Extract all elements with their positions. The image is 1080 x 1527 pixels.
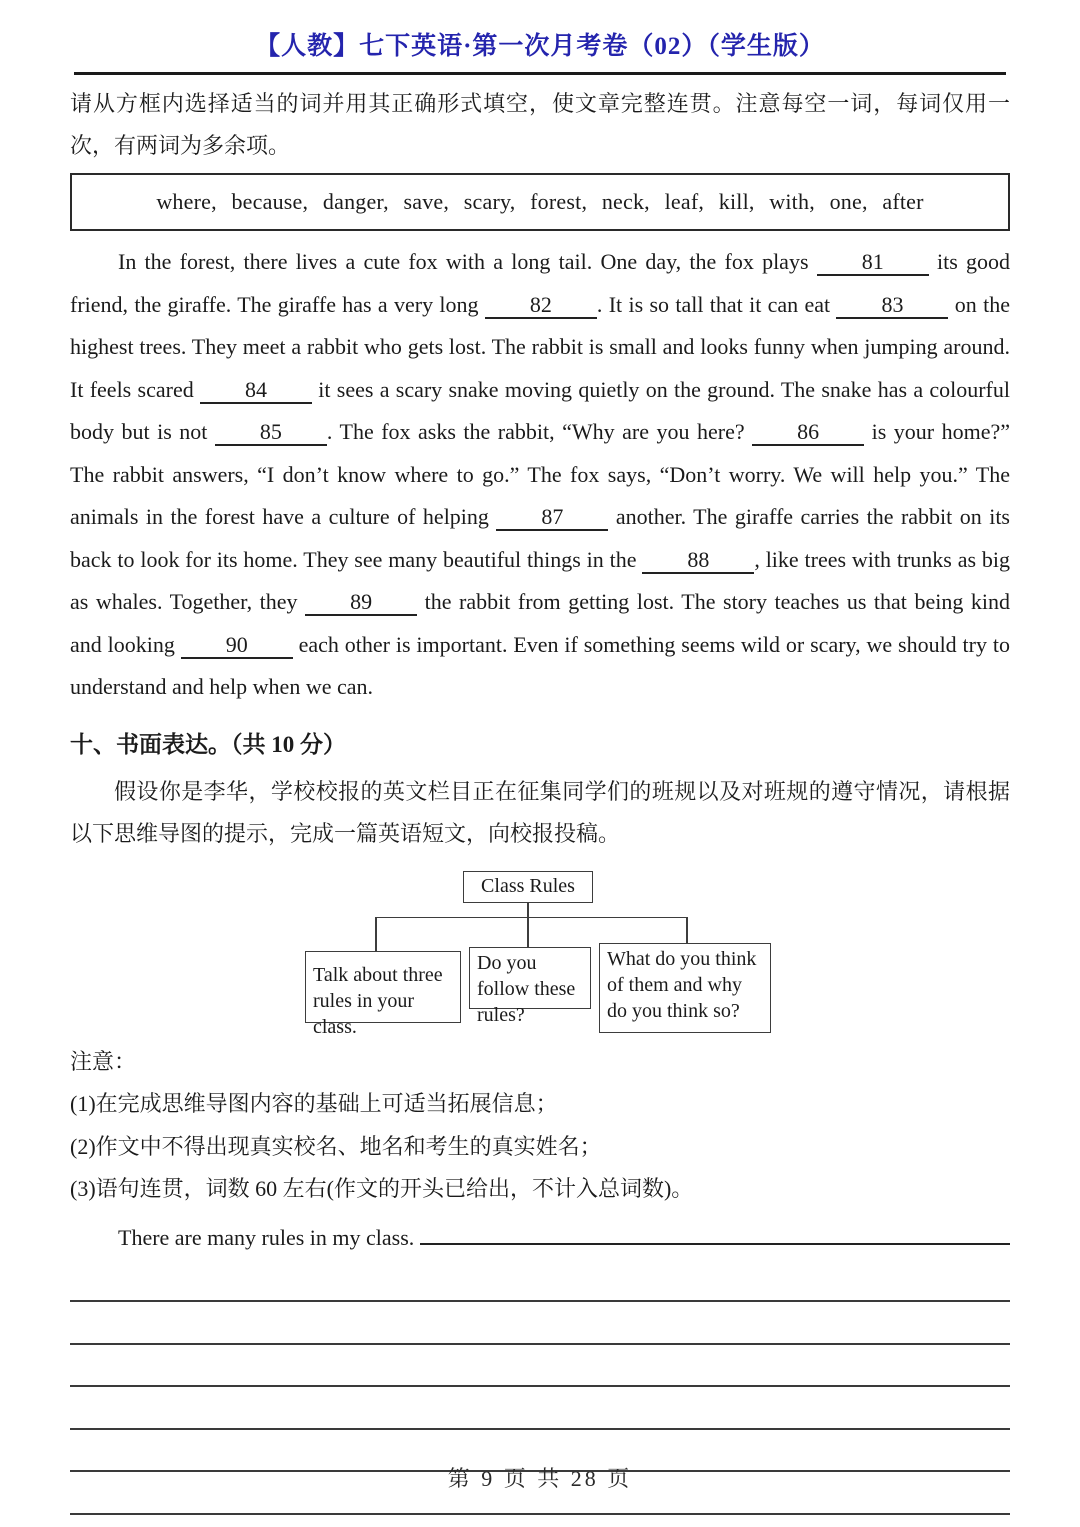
page-number: 第 9 页 共 28 页 [447,1466,633,1491]
section-heading-writing: 十、书面表达。（共 10 分） [70,731,346,757]
mindmap-diagram [305,871,775,1039]
header-divider [74,72,1006,75]
cloze-passage: In the forest, there lives a cute fox with a long tail. One day, the fox plays 81 its good friend, the giraffe. The giraffe has a very long 82 . It is so tall that it can eat 83 on the highest trees. They meet a rabbit who gets lost. The rabbit is small and looks funny when jumping around. It feels scared 84 it sees a scary snake moving quietly on the ground. The snake has a colourful body but is not 85 . The fox asks the rabbit, “Why are you here? 86 is your home?” The rabbit answers, “I don’t know where to go.” The fox says, “Don’t worry. We will help you.” The animals in the forest have a culture of helping 87 another. The giraffe carries the rabbit on its back to look for its home. They see many beautiful things in the 88 , like trees with trunks as big as whales. Together, they 89 the rabbit from getting lost. The story teaches us that being kind and looking 90 each other is important. Even if something seems wild or scary, we should try to understand and help when we can. [70,249,1011,699]
mindmap-child-box-rules: Talk about three rules in your class. [305,951,461,1023]
mindmap-connector-line [375,917,377,951]
cloze-blank-85[interactable]: 85 [215,420,327,446]
mindmap-connector-line [375,917,687,919]
cloze-blank-89[interactable]: 89 [305,590,417,616]
mindmap-connector-line [527,917,529,947]
note-item-1: (1)在完成思维导图内容的基础上可适当拓展信息； [70,1091,558,1116]
cloze-instructions: 请从方框内选择适当的词并用其正确形式填空，使文章完整连贯。注意每空一词，每词仅用一次，有两词为多余项。 [70,91,1010,158]
mindmap-connector-line [686,917,688,943]
mindmap-child-box-opinion: What do you think of them and why do you think so? [599,943,771,1033]
writing-line[interactable] [70,1345,1010,1388]
writing-task-description: 假设你是李华，学校校报的英文栏目正在征集同学们的班规以及对班规的遵守情况，请根据以下思维导图的提示，完成一篇英语短文，向校报投稿。 [70,778,1010,846]
cloze-blank-84[interactable]: 84 [200,378,312,404]
note-item-2: (2)作文中不得出现真实校名、地名和考生的真实姓名； [70,1133,602,1159]
notes-label: 注意： [70,1048,137,1074]
writing-opening-blank[interactable] [420,1215,1010,1245]
word-bank-box [70,173,1010,231]
page-title: 【人教】七下英语·第一次月考卷（02）（学生版） [255,33,825,60]
mindmap-root-box: Class Rules [463,871,593,903]
writing-line[interactable] [70,1260,1010,1303]
word-bank-words: where, because, danger, save, scary, forest, neck, leaf, kill, with, one, after [156,189,924,214]
mindmap-child-box-follow: Do you follow these rules? [469,947,591,1009]
cloze-blank-90[interactable]: 90 [181,633,293,659]
mindmap-connector-line [527,903,529,917]
writing-opening-row [70,1215,1010,1260]
notes-section [70,1041,1010,1211]
cloze-blank-88[interactable]: 88 [642,548,754,574]
cloze-blank-87[interactable]: 87 [496,505,608,531]
writing-opening-sentence: There are many rules in my class. [118,1224,415,1250]
cloze-blank-83[interactable]: 83 [836,293,948,319]
cloze-blank-81[interactable]: 81 [817,250,929,276]
writing-line[interactable] [70,1302,1010,1345]
note-item-3: (3)语句连贯，词数 60 左右(作文的开头已给出，不计入总词数)。 [70,1176,694,1201]
cloze-blank-86[interactable]: 86 [752,420,864,446]
cloze-blank-82[interactable]: 82 [485,293,597,319]
writing-line[interactable] [70,1387,1010,1430]
